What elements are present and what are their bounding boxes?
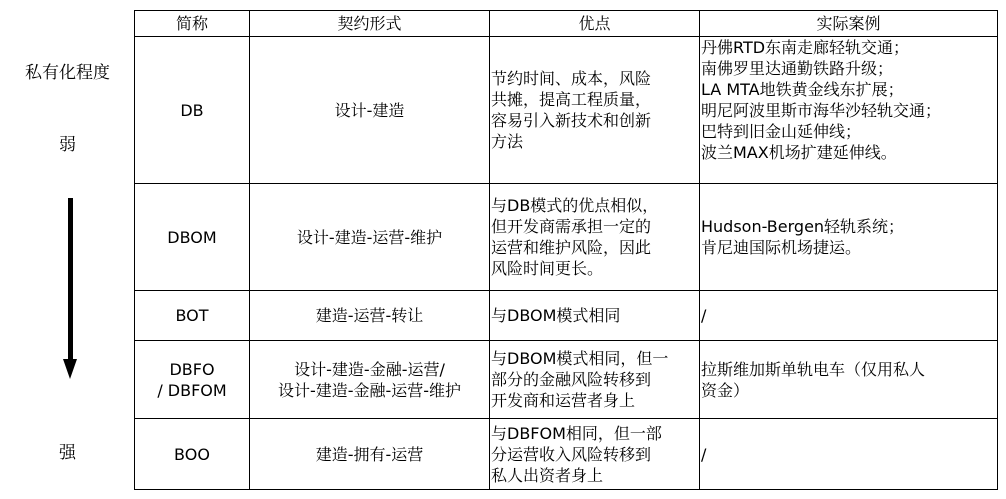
weak-label: 弱 bbox=[59, 135, 76, 155]
privatization-degree-label: 私有化程度 bbox=[25, 63, 110, 83]
table-row bbox=[135, 341, 998, 419]
cell-line: 南佛罗里达通勤铁路升级； bbox=[701, 59, 894, 78]
cell-line: 部分的金融风险转移到 bbox=[491, 370, 652, 389]
cell-line: DB bbox=[180, 100, 204, 120]
cell-line: 但开发商需承担一定的 bbox=[491, 217, 652, 236]
table-row bbox=[135, 419, 998, 490]
cell-line: 容易引入新技术和创新 bbox=[491, 111, 652, 130]
cell-line: 明尼阿波里斯市海华沙轻轨交通； bbox=[701, 101, 942, 120]
cell-line: 私人出资者身上 bbox=[491, 465, 604, 485]
cell-advantages bbox=[490, 37, 700, 184]
cell-line: 建造-运营-转让 bbox=[315, 306, 424, 325]
cell-line: 设计-建造-金融-运营/ bbox=[294, 359, 445, 379]
cell-line: BOO bbox=[174, 444, 210, 464]
header-advantages: 优点 bbox=[490, 11, 700, 37]
cell-line: 拉斯维加斯单轨电车（仅用私人 bbox=[701, 359, 926, 379]
cell-line: 波兰MAX机场扩建延伸线。 bbox=[701, 143, 897, 162]
cell-abbr bbox=[135, 291, 250, 341]
cell-line: 设计-建造 bbox=[334, 100, 405, 120]
cell-line: 与DB模式的优点相似， bbox=[491, 196, 659, 215]
table-header-row bbox=[135, 11, 998, 37]
cell-line: / DBFOM bbox=[157, 380, 227, 400]
cell-abbr bbox=[135, 419, 250, 490]
cell-contract-form bbox=[250, 291, 490, 341]
table-row bbox=[135, 37, 998, 184]
cell-cases bbox=[700, 291, 998, 341]
cell-line: 与DBOM模式相同 bbox=[491, 306, 621, 325]
cell-advantages bbox=[490, 291, 700, 341]
cell-contract-form bbox=[250, 419, 490, 490]
cell-line: 巴特到旧金山延伸线； bbox=[701, 122, 862, 141]
cell-abbr bbox=[135, 341, 250, 419]
cell-advantages bbox=[490, 341, 700, 419]
table-row bbox=[135, 184, 998, 291]
table-row bbox=[135, 291, 998, 341]
cell-line: 共摊，提高工程质量， bbox=[491, 90, 652, 109]
cell-line: BOT bbox=[175, 306, 209, 325]
cell-line: Hudson-Bergen轻轨系统； bbox=[701, 217, 905, 236]
cell-contract-form bbox=[250, 37, 490, 184]
header-contract-form: 契约形式 bbox=[250, 11, 490, 37]
cell-line: DBOM bbox=[167, 227, 217, 247]
cell-line: 丹佛RTD东南走廊轻轨交通； bbox=[701, 38, 910, 57]
strong-label: 强 bbox=[59, 443, 76, 463]
cell-line: 与DBFOM相同，但一部 bbox=[491, 423, 662, 443]
header-abbr: 简称 bbox=[135, 11, 250, 37]
cell-line: 与DBOM模式相同，但一 bbox=[491, 349, 669, 368]
cell-line: 开发商和运营者身上 bbox=[491, 391, 636, 410]
contract-forms-table bbox=[134, 10, 998, 490]
cell-line: / bbox=[701, 444, 707, 464]
cell-cases bbox=[700, 37, 998, 184]
cell-line: 建造-拥有-运营 bbox=[315, 444, 424, 464]
cell-line: 资金） bbox=[701, 380, 750, 400]
cell-contract-form bbox=[250, 341, 490, 419]
down-arrow-icon bbox=[68, 198, 73, 361]
privatization-scale bbox=[0, 0, 135, 499]
cell-line: 风险时间更长。 bbox=[491, 259, 604, 278]
cell-cases bbox=[700, 419, 998, 490]
cell-line: 设计-建造-金融-运营-维护 bbox=[277, 380, 462, 400]
cell-line: 运营和维护风险，因此 bbox=[491, 238, 652, 257]
cell-contract-form bbox=[250, 184, 490, 291]
cell-line: DBFO bbox=[169, 359, 215, 379]
cell-line: 方法 bbox=[491, 132, 524, 151]
cell-line: 分运营收入风险转移到 bbox=[491, 444, 652, 464]
cell-abbr bbox=[135, 37, 250, 184]
cell-cases bbox=[700, 184, 998, 291]
cell-line: 节约时间、成本，风险 bbox=[491, 69, 652, 88]
cell-line: / bbox=[701, 306, 707, 325]
cell-cases bbox=[700, 341, 998, 419]
arrow-head-icon bbox=[63, 359, 77, 379]
cell-line: 设计-建造-运营-维护 bbox=[296, 227, 443, 247]
cell-advantages bbox=[490, 419, 700, 490]
cell-line: 肯尼迪国际机场捷运。 bbox=[701, 238, 862, 257]
cell-line: LA MTA地铁黄金线东扩展； bbox=[701, 80, 904, 99]
header-cases: 实际案例 bbox=[700, 11, 998, 37]
cell-advantages bbox=[490, 184, 700, 291]
cell-abbr bbox=[135, 184, 250, 291]
